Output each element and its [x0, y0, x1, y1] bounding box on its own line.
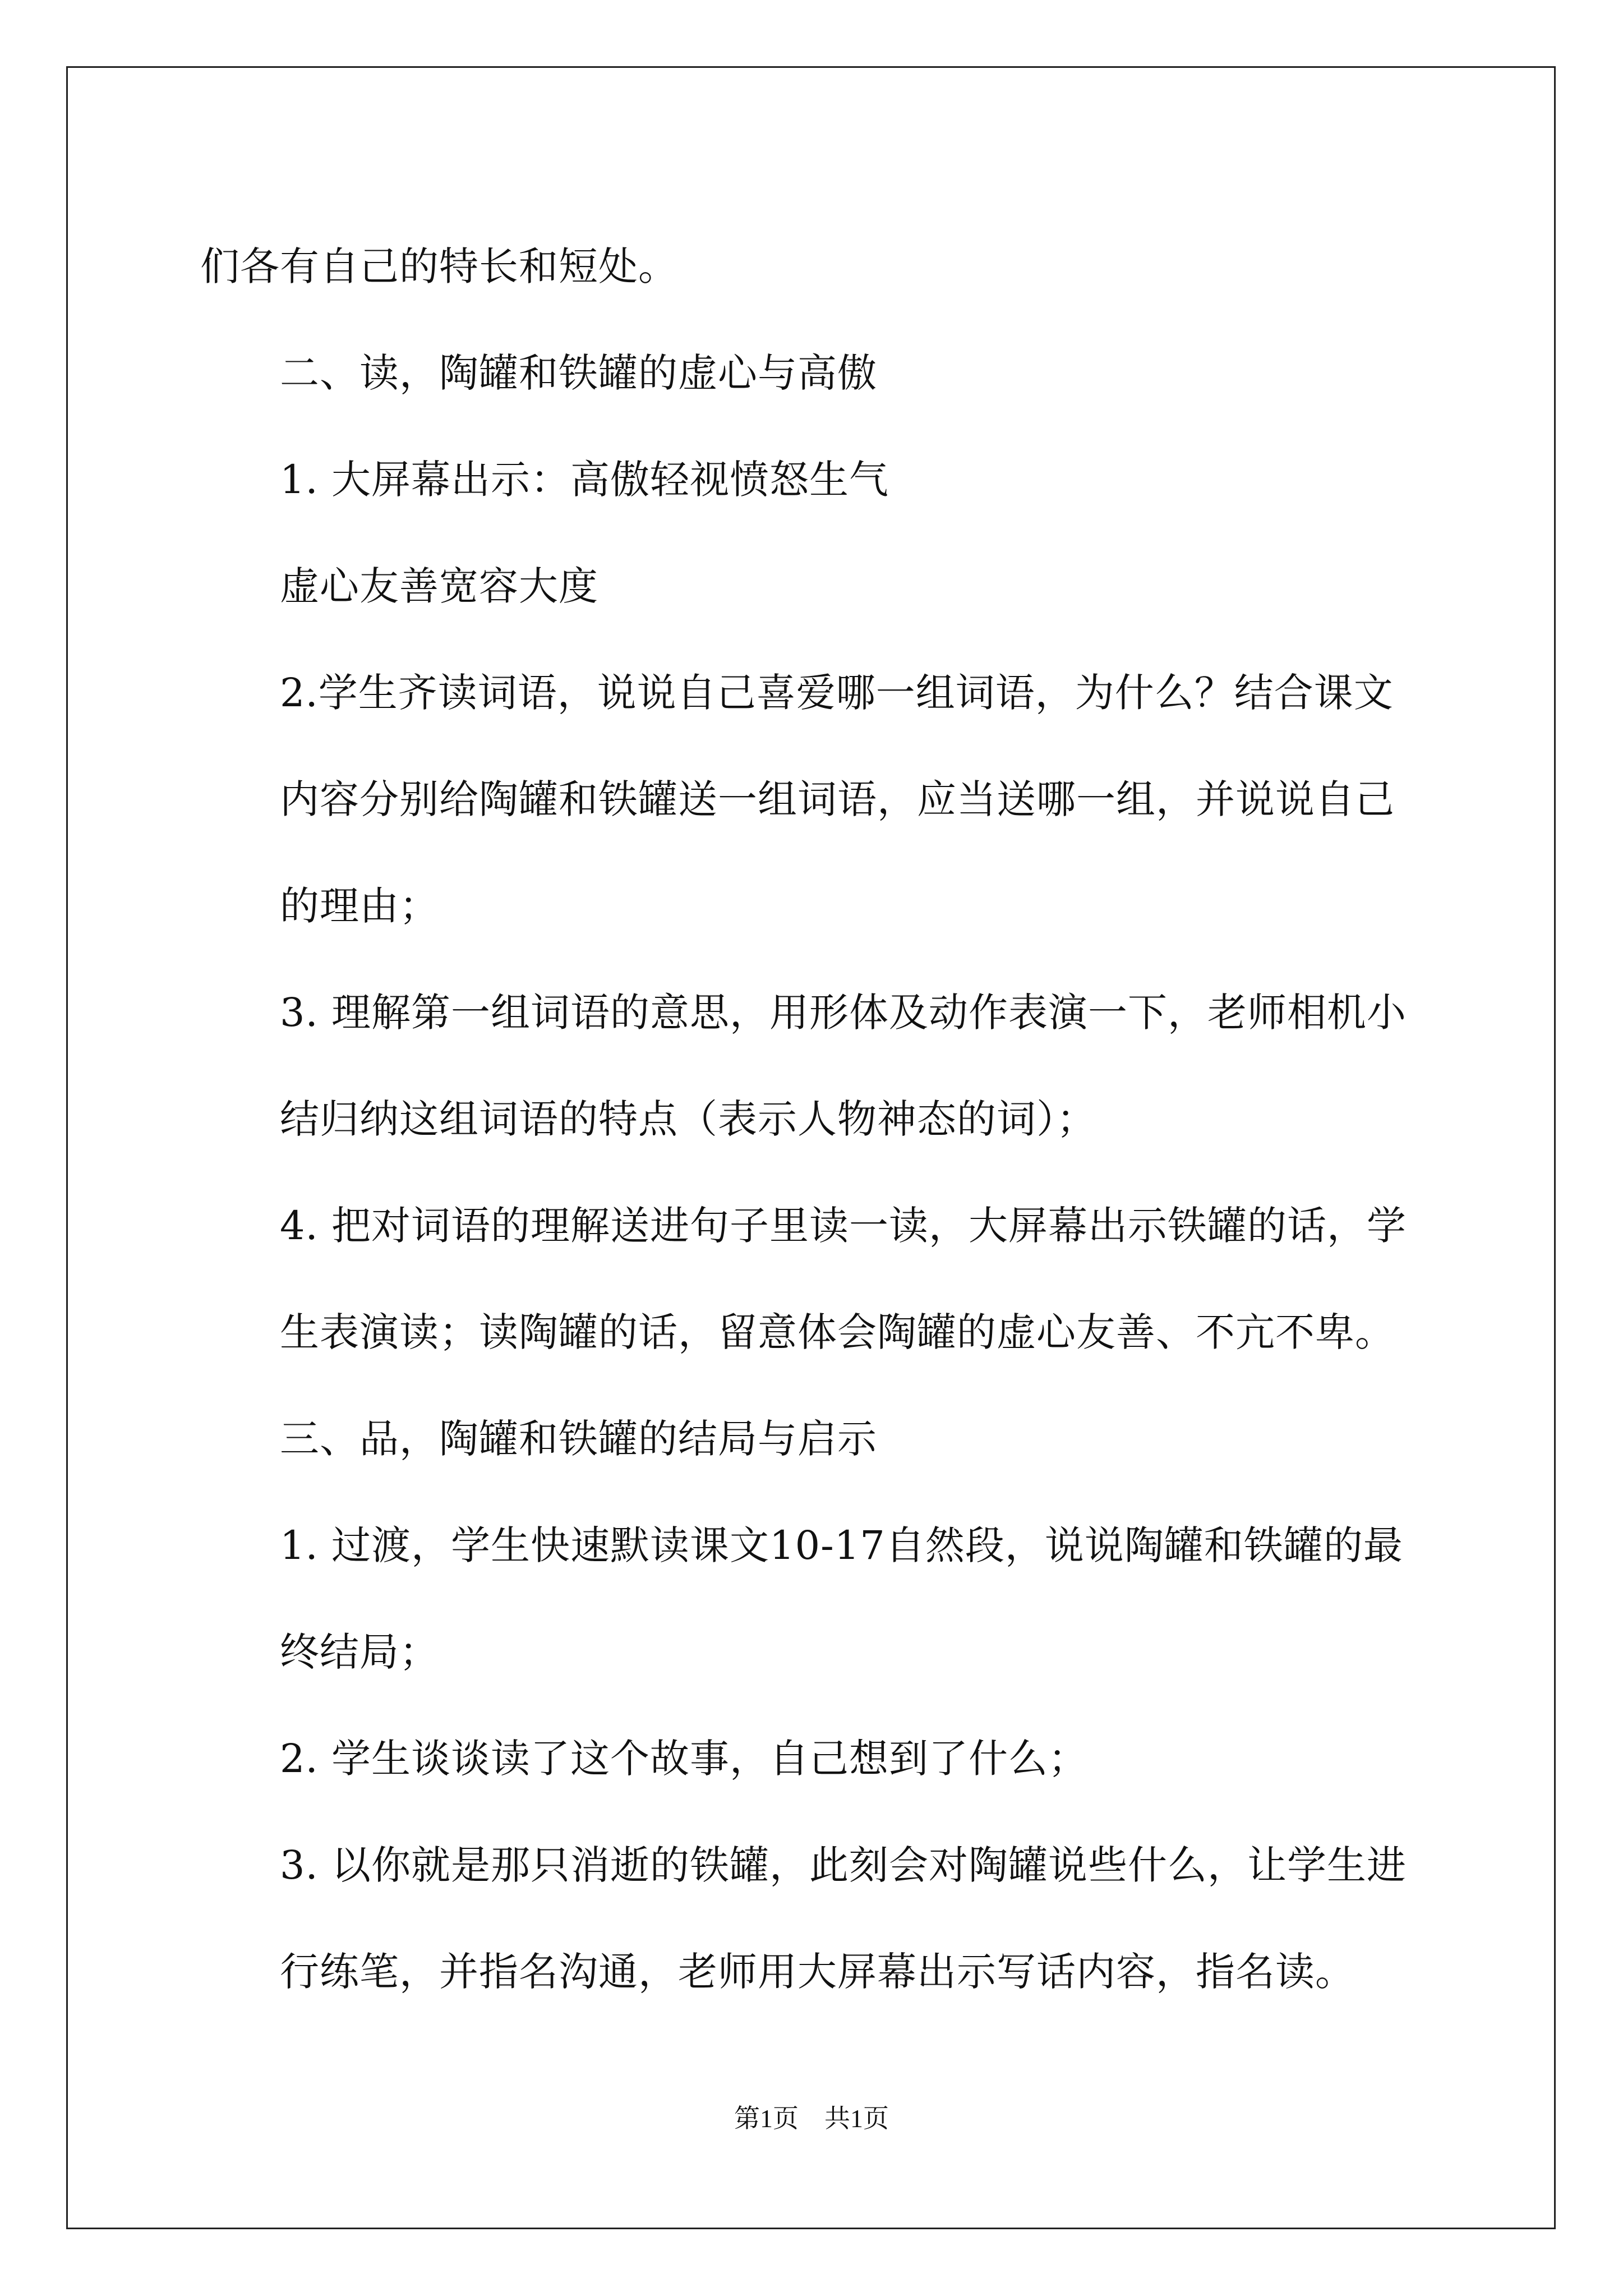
- list-item: 2.学生齐读词语，说说自己喜爱哪一组词语，为什么？结合课文内容分别给陶罐和铁罐送一组词语，应当送哪一组，并说说自己的理由；: [280, 670, 1395, 929]
- list-item: 4. 把对词语的理解送进句子里读一读，大屏幕出示铁罐的话，学生表演读；读陶罐的话，留意体会陶罐的虚心友善、不亢不卑。: [280, 1203, 1407, 1355]
- section-heading-savor: 三、品，陶罐和铁罐的结局与启示: [280, 1416, 877, 1462]
- paragraph-continuation: 们各有自己的特长和短处。: [200, 243, 678, 289]
- list-item: 1. 过渡，学生快速默读课文10-17自然段，说说陶罐和铁罐的最终结局；: [280, 1522, 1403, 1675]
- list-item: 1. 大屏幕出示：高傲轻视愤怒生气: [280, 457, 889, 503]
- list-item-continuation: 虚心友善宽容大度: [280, 563, 598, 609]
- document-body: [200, 213, 1423, 2025]
- list-item: 2. 学生谈谈读了这个故事，自己想到了什么；: [280, 1736, 1089, 1782]
- page-number-footer: 第1页 共1页: [734, 2104, 889, 2133]
- list-item: 3. 理解第一组词语的意思，用形体及动作表演一下，老师相机小结归纳这组词语的特点（表示人物神态的词）；: [280, 990, 1407, 1142]
- list-item: 3. 以你就是那只消逝的铁罐，此刻会对陶罐说些什么，让学生进行练笔，并指名沟通，老师用大屏幕出示写话内容，指名读。: [280, 1842, 1407, 1995]
- section-heading-read: 二、读，陶罐和铁罐的虚心与高傲: [280, 350, 877, 396]
